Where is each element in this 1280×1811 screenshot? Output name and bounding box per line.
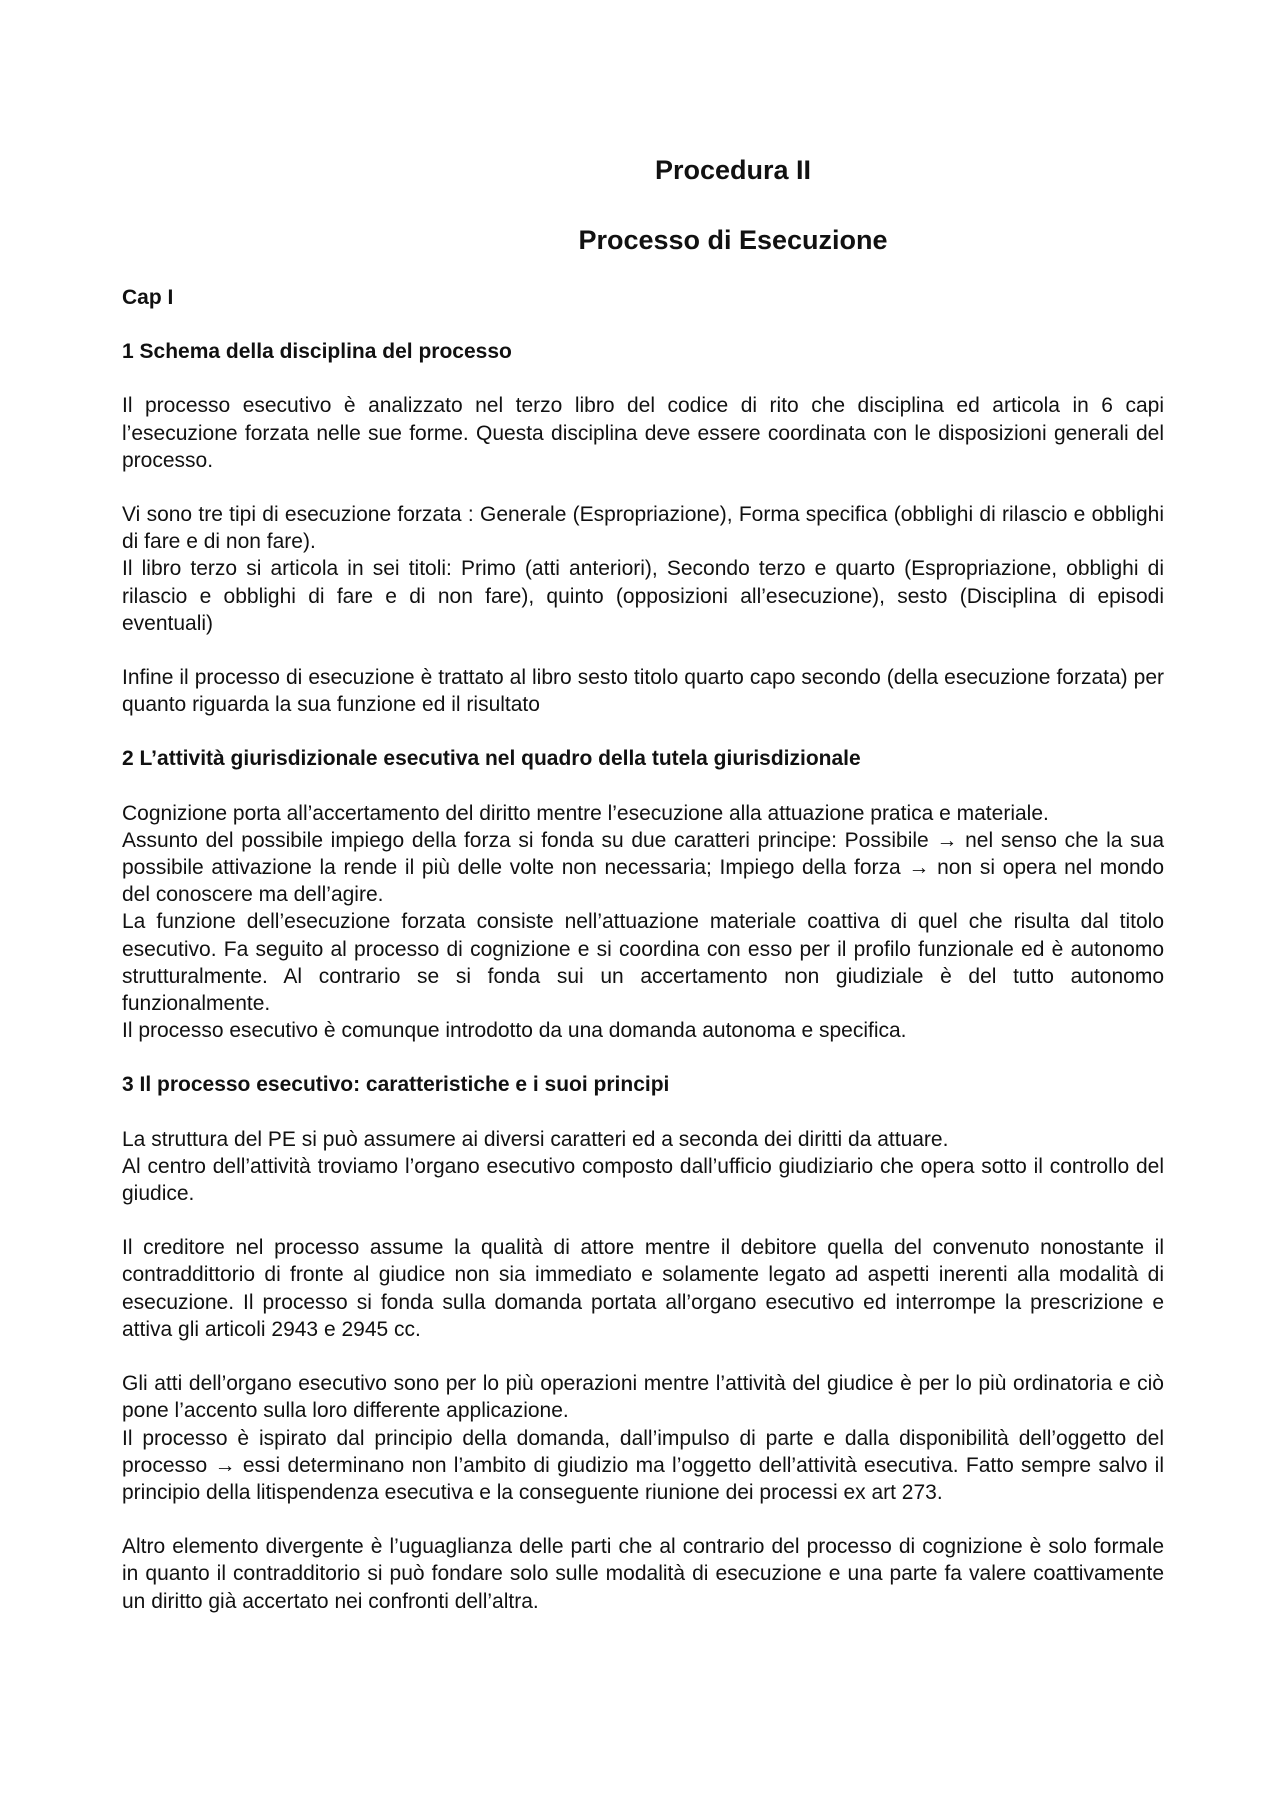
document-title: Procedura II [654, 155, 812, 185]
paragraph: La struttura del PE si può assumere ai diversi caratteri ed a seconda dei diritti da attuare. [122, 1127, 949, 1151]
text-fragment: Assunto del possibile impiego della forza si fonda su due caratteri principe: Possibile [122, 828, 929, 852]
section-heading-3: 3 Il processo esecutivo: caratteristiche e i suoi principi [122, 1073, 670, 1097]
paragraph: La funzione dell’esecuzione forzata consiste nell’attuazione materiale coattiva di quel che risulta dal titolo esecutivo. Fa seguito al processo di cognizione e si coordina con esso per il profilo funzionale ed è autonomo strutturalmente. Al contrario se si fonda sui un accertamento non giudiziale è del tutto autonomo funzionalmente. [122, 910, 1164, 1016]
paragraph: Il libro terzo si articola in sei titoli: Primo (atti anteriori), Secondo terzo e quarto (Espropriazione, obblighi di rilascio e obblighi di fare e di non fare), quinto (opposizioni all’esecuzione), sesto (Disciplina di episodi eventuali) [122, 557, 1164, 635]
arrow-right-icon: → [908, 856, 930, 880]
arrow-right-icon: → [936, 828, 958, 852]
paragraph: Infine il processo di esecuzione è trattato al libro sesto titolo quarto capo secondo (della esecuzione forzata) per quanto riguarda la sua funzione ed il risultato [122, 666, 1164, 717]
text-fragment: Il processo è ispirato dal principio della domanda, dall’impulso di parte e dalla disponibilità dell’oggetto del processo [122, 1426, 1164, 1477]
paragraph-with-arrows [122, 827, 1164, 909]
paragraph: Vi sono tre tipi di esecuzione forzata : Generale (Espropriazione), Forma specifica (obblighi di rilascio e obblighi di fare e di non fare). [122, 503, 1164, 554]
paragraph-with-arrows [122, 1425, 1164, 1507]
section-heading-1: 1 Schema della disciplina del processo [122, 340, 512, 364]
section-heading-2: 2 L’attività giurisdizionale esecutiva nel quadro della tutela giurisdizionale [122, 747, 861, 771]
paragraph: Gli atti dell’organo esecutivo sono per lo più operazioni mentre l’attività del giudice è per lo più ordinatoria e ciò pone l’accento sulla loro differente applicazione. [122, 1372, 1164, 1423]
paragraph: Al centro dell’attività troviamo l’organo esecutivo composto dall’ufficio giudiziario che opera sotto il controllo del giudice. [122, 1154, 1164, 1206]
chapter-heading: Cap I [122, 286, 174, 309]
arrow-right-icon: → [214, 1453, 236, 1477]
paragraph: Il creditore nel processo assume la qualità di attore mentre il debitore quella del convenuto nonostante il contraddittorio di fronte al giudice non sia immediato e solamente legato ad aspetti inerenti alla modalità di esecuzione. Il processo si fonda sulla domanda portata all’organo esecutivo ed interrompe la prescrizione e attiva gli articoli 2943 e 2945 cc. [122, 1236, 1164, 1341]
paragraph: Il processo esecutivo è analizzato nel terzo libro del codice di rito che disciplina ed articola in 6 capi l’esecuzione forzata nelle sue forme. Questa disciplina deve essere coordinata con le disposizioni generali del processo. [122, 394, 1164, 472]
document-subtitle: Processo di Esecuzione [578, 225, 888, 255]
paragraph: Altro elemento divergente è l’uguaglianza delle parti che al contrario del processo di cognizione è solo formale in quanto il contradditorio si può fondare solo sulle modalità di esecuzione e una parte fa valere coattivamente un diritto già accertato nei confronti dell’altra. [122, 1535, 1164, 1613]
text-fragment: nel senso che la sua possibile attivazione la rende il più delle volte non necessaria; Impiego della forza [122, 828, 1165, 880]
text-fragment: non si opera nel mondo del conoscere ma dell’agire. [122, 856, 1165, 907]
paragraph: Il processo esecutivo è comunque introdotto da una domanda autonoma e specifica. [122, 1019, 907, 1043]
paragraph: Cognizione porta all’accertamento del diritto mentre l’esecuzione alla attuazione pratica e materiale. [122, 801, 1049, 825]
document-body [122, 284, 1164, 1615]
document-page [122, 0, 1164, 1811]
text-fragment: essi determinano non l’ambito di giudizio ma l’oggetto dell’attività esecutiva. Fatto sempre salvo il principio della litispendenza esecutiva e la conseguente riunione dei processi ex art 273. [122, 1453, 1164, 1504]
